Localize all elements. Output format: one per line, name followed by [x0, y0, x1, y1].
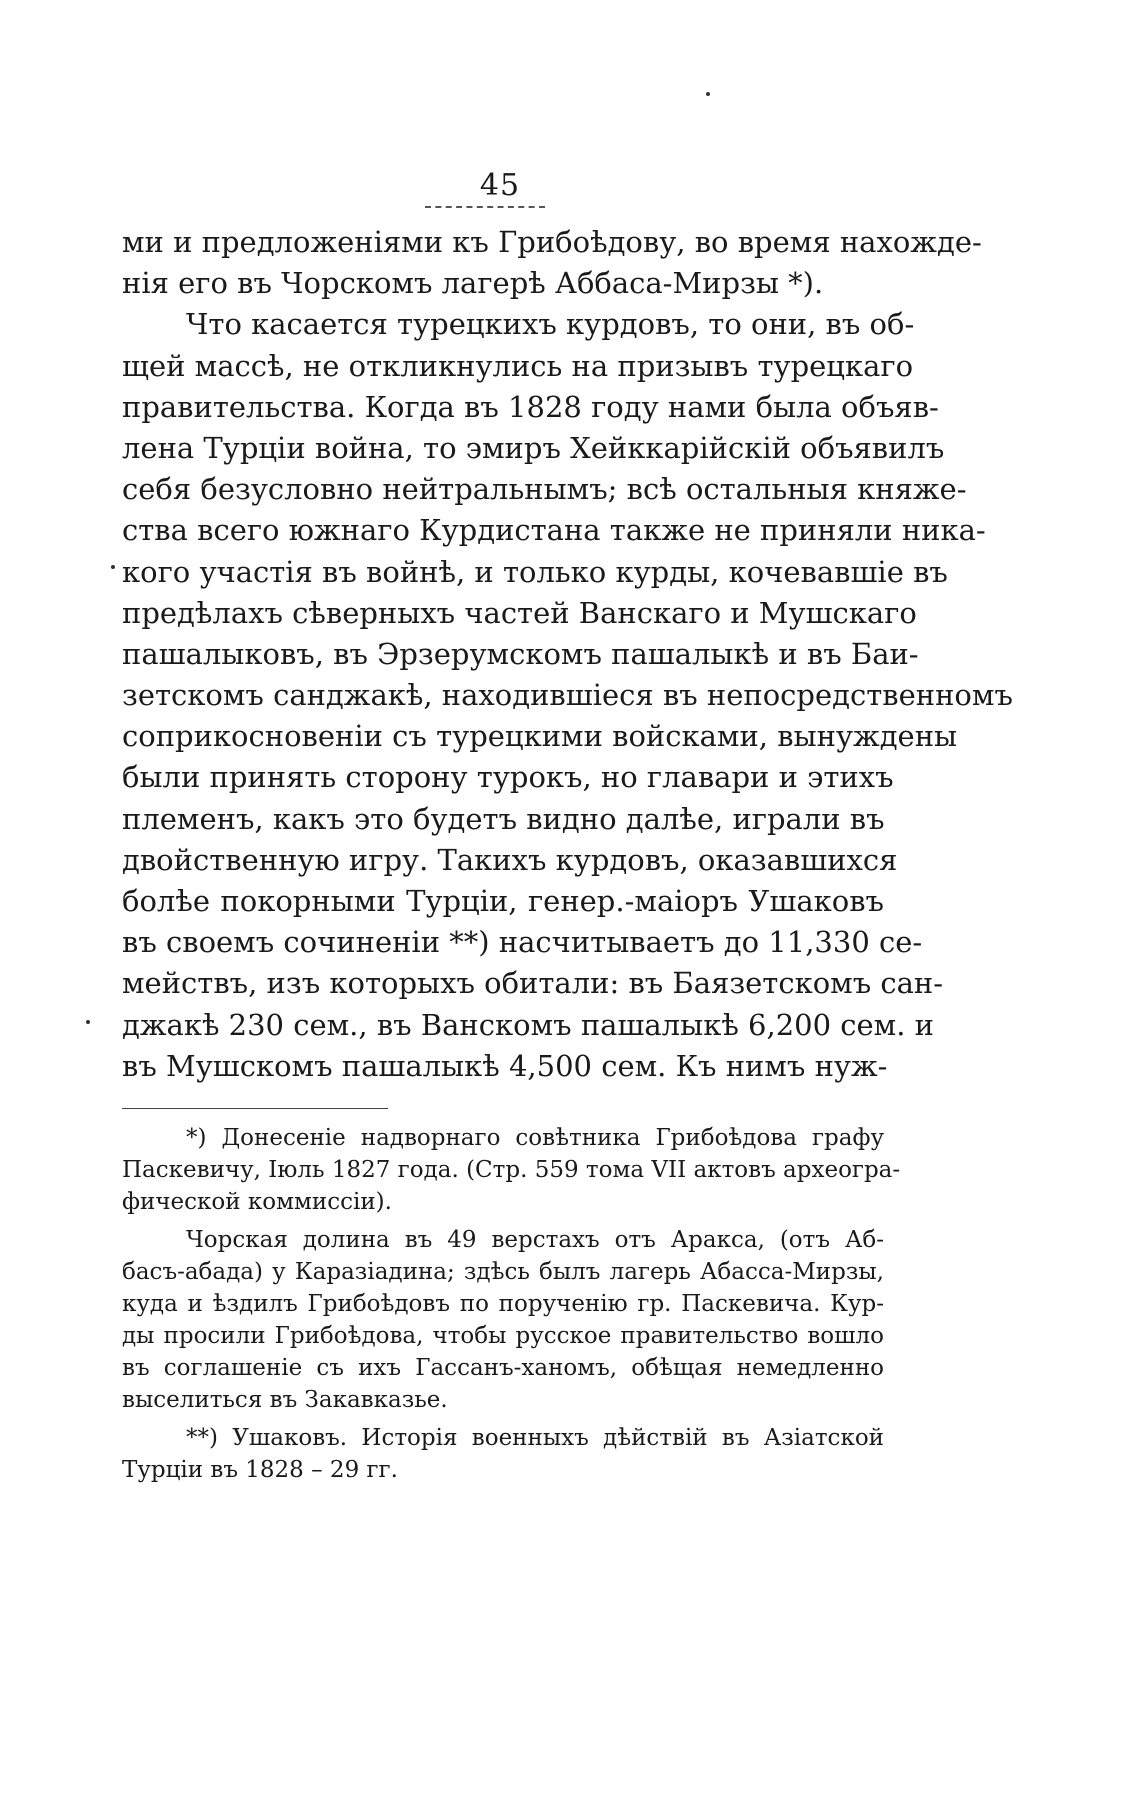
footnote-line: въ соглашеніе съ ихъ Гассанъ-ханомъ, обѣщая немедленно	[122, 1355, 884, 1381]
footnote	[122, 1122, 901, 1218]
text-line: племенъ, какъ это будетъ видно далѣе, играли въ	[122, 801, 885, 836]
text-line: болѣе покорными Турціи, генер.-маіоръ Ушаковъ	[122, 884, 884, 918]
footnote	[122, 1224, 884, 1416]
text-line: предѣлахъ сѣверныхъ частей Ванскаго и Мушскаго	[122, 595, 917, 630]
text-line: зетскомъ санджакѣ, находившіеся въ непосредственномъ	[122, 678, 1013, 713]
scan-speck	[706, 92, 710, 96]
header-ornament-rule	[425, 206, 545, 208]
text-line: джакѣ 230 сем., въ Ванскомъ пашалыкѣ 6,200 сем. и	[122, 1007, 934, 1042]
scan-speck	[86, 1020, 90, 1024]
text-line: Что касается турецкихъ курдовъ, то они, въ об-	[186, 307, 915, 342]
text-line: ства всего южнаго Курдистана также не приняли никa-	[122, 513, 986, 548]
text-line: соприкосновеніи съ турецкими войсками, вынуждены	[122, 719, 958, 754]
footnote-line: *) Донесеніе надворнаго совѣтника Грибоѣдова графу	[186, 1125, 884, 1151]
footnote-line: Чорская долина въ 49 верстахъ отъ Аракса, (отъ Аб-	[186, 1227, 884, 1253]
text-line: себя безусловно нейтральнымъ; всѣ остальныя княже-	[122, 472, 967, 507]
footnote-line: выселиться въ Закавказье.	[122, 1387, 448, 1413]
scan-speck	[111, 565, 115, 569]
footnote	[122, 1422, 884, 1486]
footnote-line: Паскевичу, Іюль 1827 года. (Стр. 559 тома VII актовъ археогра-	[122, 1157, 901, 1183]
text-line: двойственную игру. Такихъ курдовъ, оказавшихся	[122, 842, 898, 877]
text-line: мействъ, изъ которыхъ обитали: въ Баязетскомъ сан-	[122, 966, 944, 1001]
text-line: нія его въ Чорскомъ лагерѣ Аббаса-Мирзы *).	[122, 266, 824, 301]
text-line: ми и предложеніями къ Грибоѣдову, во время нахожде-	[122, 225, 982, 259]
footnote-line: **) Ушаковъ. Исторія военныхъ дѣйствій въ Азіатской	[186, 1425, 884, 1451]
text-line: правительства. Когда въ 1828 году нами была объяв-	[122, 389, 939, 424]
page-number: 45	[479, 168, 521, 203]
footnote-line: басъ-абада) у Каразіадина; здѣсь былъ лагерь Абасса-Мирзы,	[122, 1259, 884, 1285]
footnote-line: куда и ѣздилъ Грибоѣдовъ по порученію гр. Паскевича. Кур-	[122, 1291, 884, 1317]
text-line: лена Турціи война, то эмиръ Хейккарійскій объявилъ	[122, 430, 945, 465]
main-text-body	[122, 222, 1013, 1087]
text-line: въ своемъ сочиненіи **) насчитываетъ до 11,330 се-	[122, 925, 923, 960]
footnote-separator	[122, 1108, 388, 1109]
footnotes	[122, 1122, 901, 1486]
text-line: въ Мушскомъ пашалыкѣ 4,500 сем. Къ нимъ нуж-	[122, 1048, 888, 1083]
text-line: кого участія въ войнѣ, и только курды, кочевавшіе въ	[122, 554, 948, 589]
footnote-line: Турціи въ 1828 – 29 гг.	[122, 1457, 398, 1483]
footnote-line: фической коммиссіи).	[122, 1189, 392, 1215]
text-line: пашалыковъ, въ Эрзерумскомъ пашалыкѣ и въ Баи-	[122, 636, 919, 671]
text-line: были принять сторону турокъ, но главари и этихъ	[122, 760, 894, 795]
footnote-line: ды просили Грибоѣдова, чтобы русское правительство вошло	[122, 1323, 884, 1349]
text-line: щей массѣ, не откликнулись на призывъ турецкаго	[122, 348, 914, 383]
